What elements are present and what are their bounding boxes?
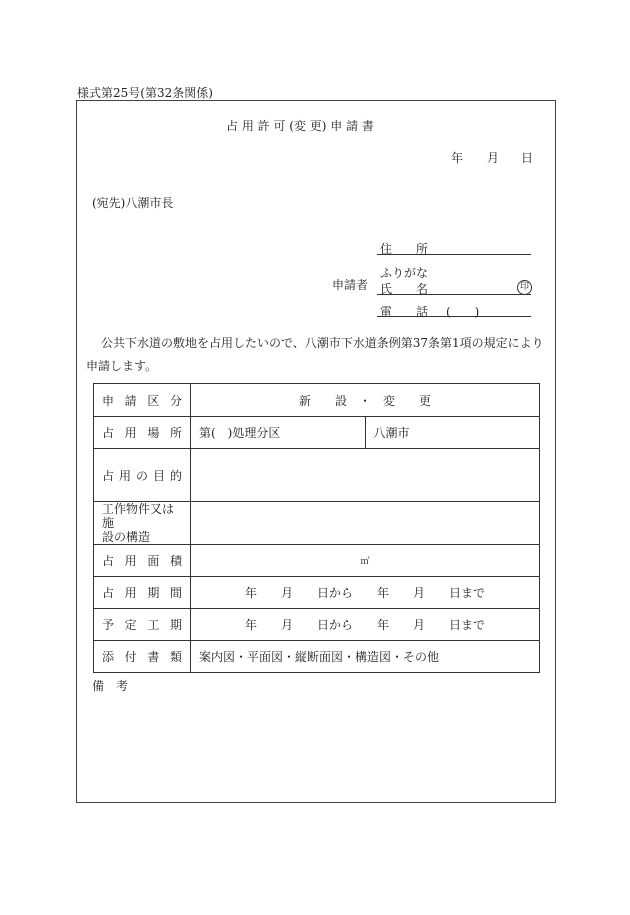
row-label-text bbox=[102, 467, 182, 484]
remarks-label: 備 考 bbox=[92, 679, 129, 693]
table-row bbox=[94, 449, 540, 502]
seal-mark: 印 bbox=[517, 280, 532, 295]
label-char: 添 bbox=[102, 650, 115, 664]
district-cell[interactable]: 第( )処理分区 bbox=[191, 417, 366, 449]
date-month: 月 bbox=[487, 151, 500, 165]
table-row bbox=[94, 545, 540, 577]
row-label bbox=[94, 641, 191, 673]
row-label bbox=[94, 609, 191, 641]
label-char: 書 bbox=[147, 650, 160, 664]
application-table bbox=[93, 383, 540, 673]
date-year: 年 bbox=[451, 151, 464, 165]
label-char: 申 bbox=[102, 393, 115, 408]
label-char: 占 bbox=[102, 554, 115, 568]
label-char: 区 bbox=[147, 393, 160, 408]
label-char: 類 bbox=[169, 650, 182, 664]
label-char: 分 bbox=[169, 393, 182, 408]
table-row bbox=[94, 384, 540, 417]
address-label: 住 所 bbox=[380, 242, 429, 256]
form-number: 様式第25号(第32条関係) bbox=[77, 86, 213, 100]
statement-line-2: 申請します。 bbox=[86, 359, 158, 373]
label-char: 用 bbox=[118, 468, 131, 483]
table-row bbox=[94, 609, 540, 641]
attachments-cell: 案内図・平面図・縦断面図・構造図・その他 bbox=[191, 641, 540, 673]
label-char: 所 bbox=[169, 426, 182, 440]
address-line[interactable] bbox=[377, 254, 531, 255]
label-char: 定 bbox=[124, 618, 137, 632]
label-char: 用 bbox=[124, 554, 137, 568]
name-label: 氏 名 bbox=[380, 282, 429, 296]
label-char: の bbox=[135, 468, 148, 483]
row-label-text bbox=[102, 648, 182, 665]
city-cell[interactable]: 八潮市 bbox=[365, 417, 540, 449]
row-label-text bbox=[102, 616, 182, 633]
label-char: 工 bbox=[147, 618, 160, 632]
row-label-text bbox=[102, 552, 182, 569]
label-char: 用 bbox=[124, 586, 137, 600]
row-label-text bbox=[102, 424, 182, 441]
label-char: 期 bbox=[147, 586, 160, 600]
label-char: 予 bbox=[102, 618, 115, 632]
row-label bbox=[94, 384, 191, 417]
label-char: 用 bbox=[124, 426, 137, 440]
name-line[interactable] bbox=[377, 294, 531, 295]
row-label-line-1: 工作物件又は施 bbox=[102, 502, 175, 530]
table-row bbox=[94, 577, 540, 609]
phone-label: 電 話 bbox=[380, 305, 429, 319]
purpose-cell[interactable] bbox=[191, 449, 540, 502]
row-value: 新 設 ・ 変 更 bbox=[191, 384, 540, 417]
label-char: 面 bbox=[147, 554, 160, 568]
table-row bbox=[94, 417, 540, 449]
label-char: 付 bbox=[124, 650, 137, 664]
row-label bbox=[94, 417, 191, 449]
phone-line[interactable] bbox=[377, 316, 531, 317]
form-title: 占 用 許 可 (変 更) 申 請 書 bbox=[226, 119, 374, 133]
label-char: 占 bbox=[102, 586, 115, 600]
label-char: 間 bbox=[169, 586, 182, 600]
row-label bbox=[94, 545, 191, 577]
label-char: 的 bbox=[169, 468, 182, 483]
area-cell[interactable]: ㎡ bbox=[191, 545, 540, 577]
table-row bbox=[94, 502, 540, 545]
label-char: 占 bbox=[102, 426, 115, 440]
label-char: 請 bbox=[124, 393, 137, 408]
row-label bbox=[94, 502, 191, 545]
date-day: 日 bbox=[521, 151, 534, 165]
row-label-text bbox=[102, 392, 182, 409]
period-cell[interactable]: 年 月 日から 年 月 日まで bbox=[191, 577, 540, 609]
row-label-line-2: 設の構造 bbox=[102, 530, 151, 544]
row-label bbox=[94, 449, 191, 502]
label-char: 目 bbox=[152, 468, 165, 483]
schedule-cell[interactable]: 年 月 日から 年 月 日まで bbox=[191, 609, 540, 641]
statement-line-1: 公共下水道の敷地を占用したいので、八潮市下水道条例第37条第1項の規定により bbox=[101, 336, 544, 350]
applicant-label: 申請者 bbox=[332, 278, 369, 292]
row-label bbox=[94, 577, 191, 609]
furigana-label: ふりがな bbox=[380, 266, 429, 280]
label-char: 積 bbox=[169, 554, 182, 568]
label-char: 場 bbox=[147, 426, 160, 440]
label-char: 期 bbox=[169, 618, 182, 632]
label-char: 占 bbox=[102, 468, 115, 483]
phone-paren: ( ) bbox=[446, 305, 480, 319]
table-row bbox=[94, 641, 540, 673]
structure-cell[interactable] bbox=[191, 502, 540, 545]
addressee: (宛先)八潮市長 bbox=[92, 196, 174, 210]
row-label-text bbox=[102, 584, 182, 601]
